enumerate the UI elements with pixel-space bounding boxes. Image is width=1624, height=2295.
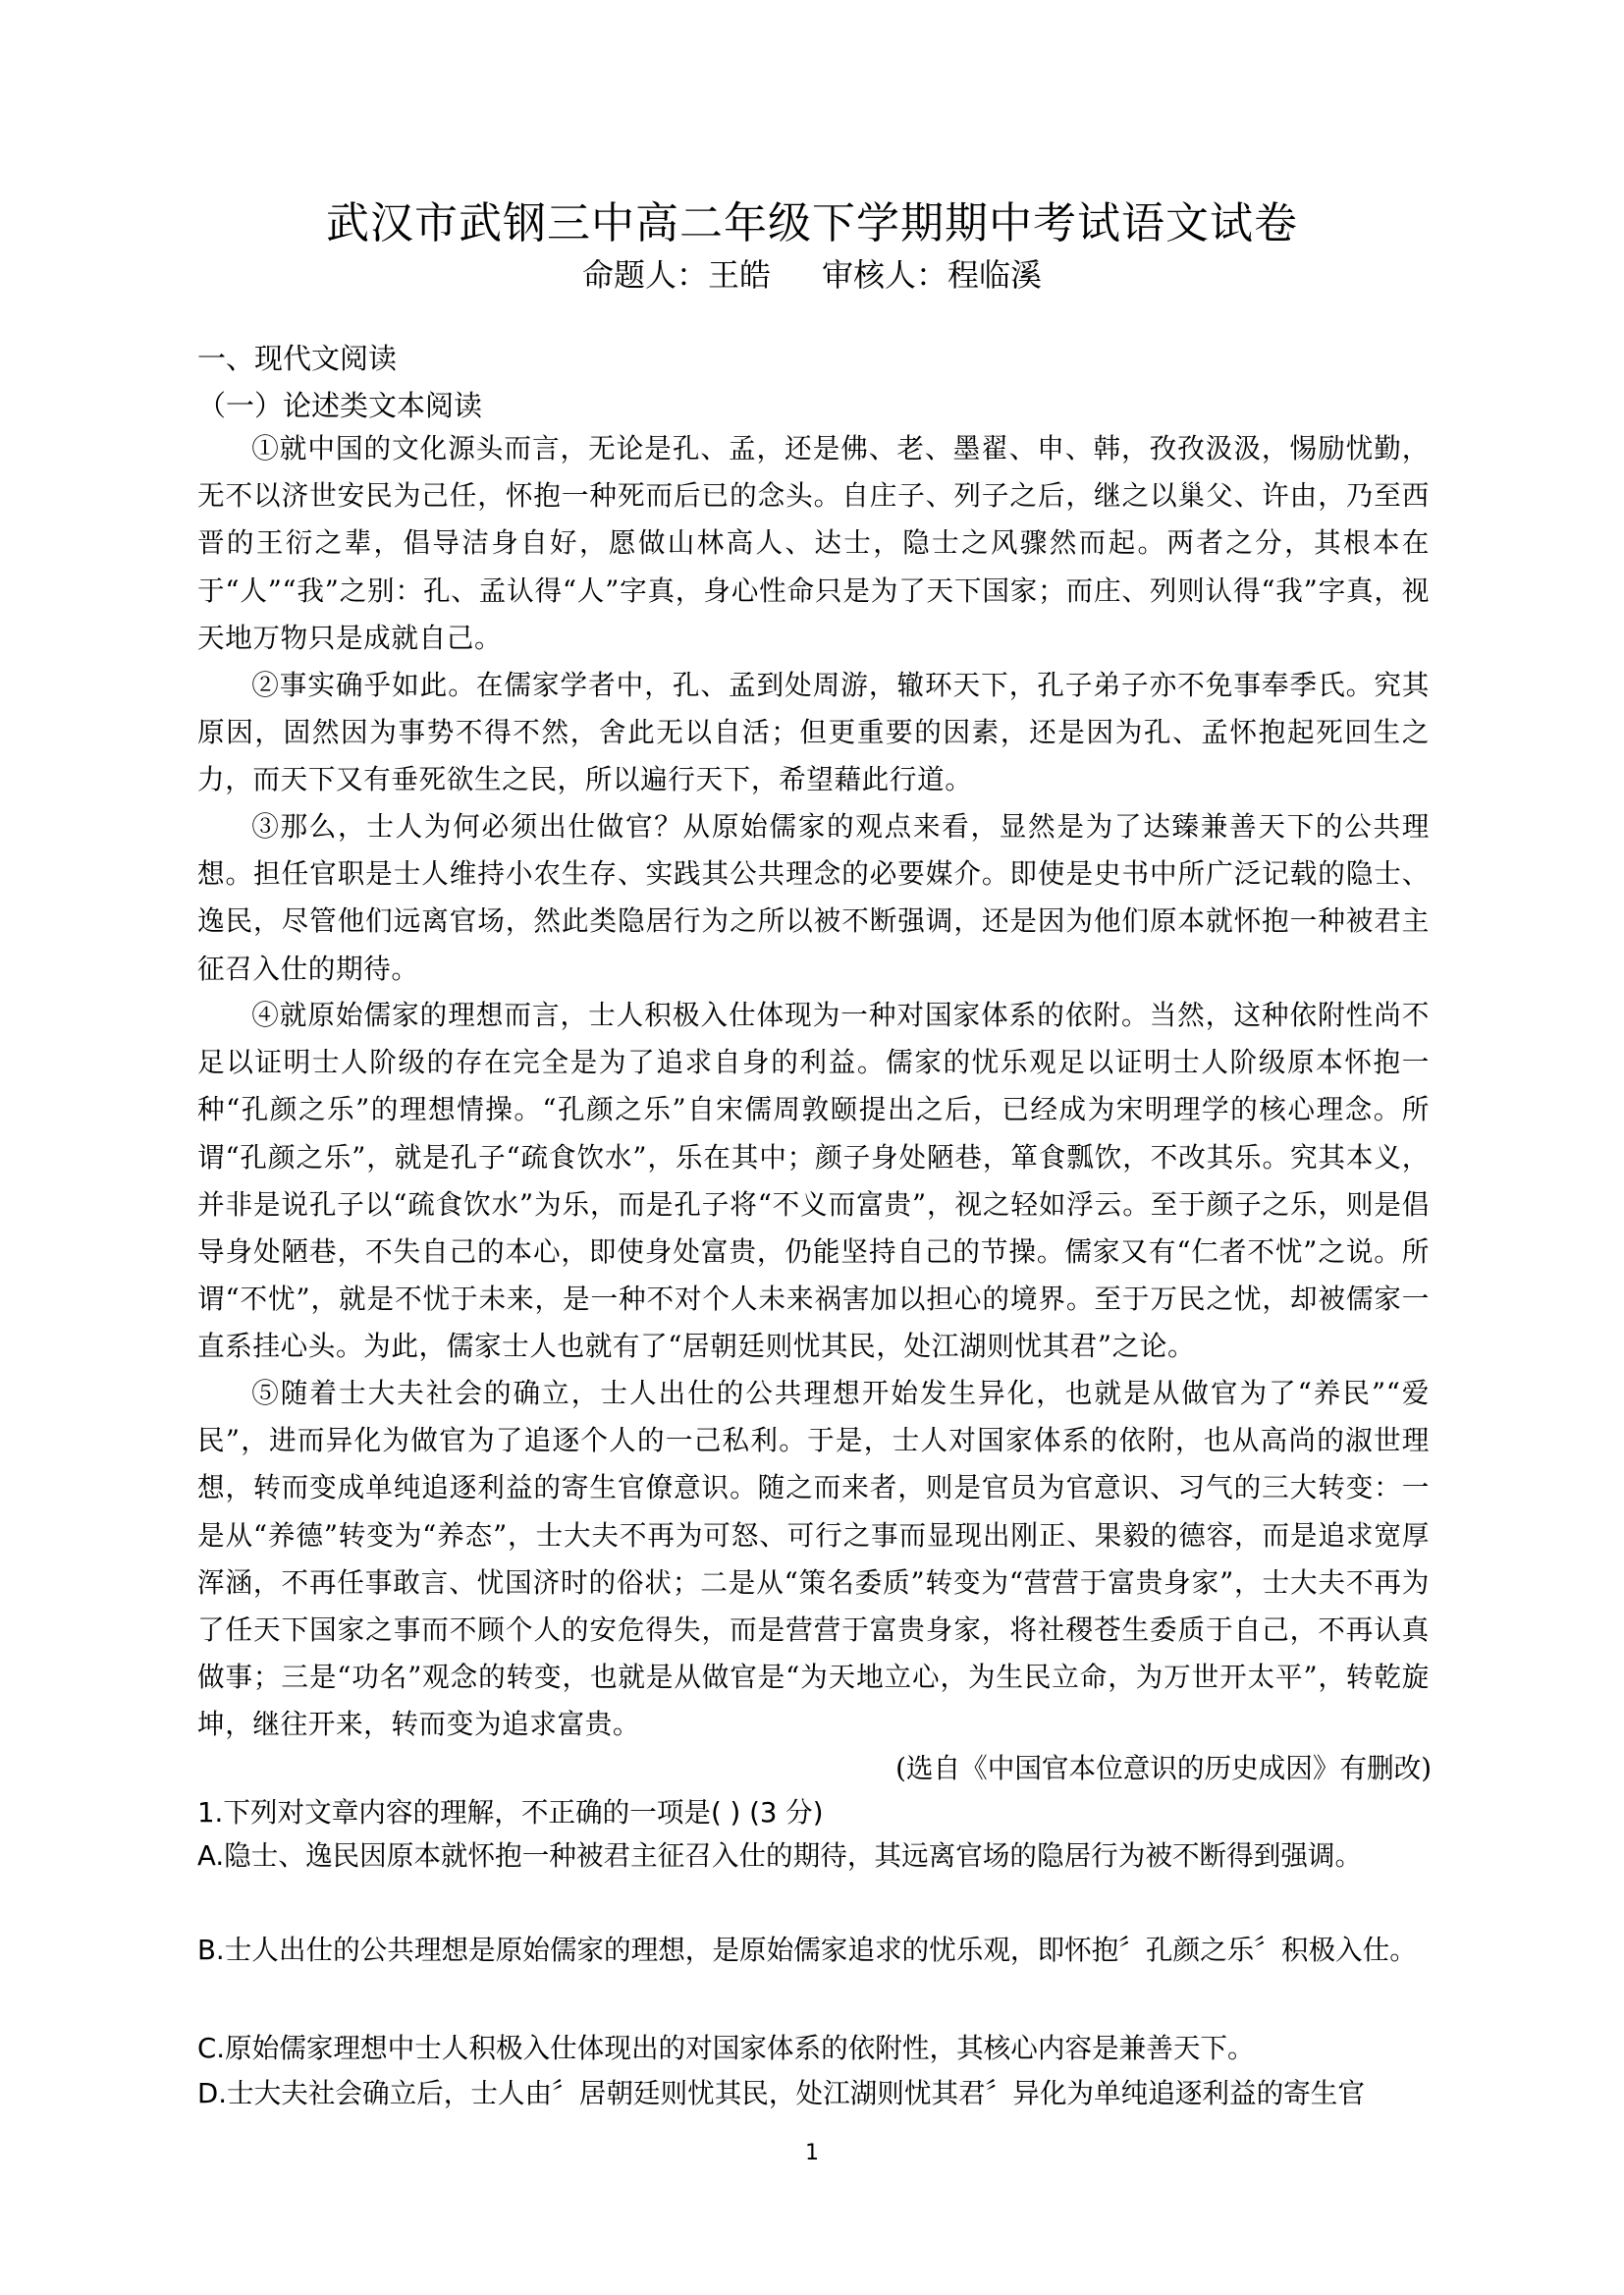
question-1-stem: 1.下列对文章内容的理解，不正确的一项是( ) (3 分) bbox=[197, 1796, 824, 1829]
exam-credits bbox=[0, 253, 1624, 297]
passage-paragraph-2: ②事实确乎如此。在儒家学者中，孔、孟到处周游，辙环天下，孔子弟子亦不免事奉季氏。究其原因，固然因为事势不得不然，舍此无以自活；但更重要的因素，还是因为孔、孟怀抱起死回生之力，而天下又有垂死欲生之民，所以遍行天下，希望藉此行道。 bbox=[197, 669, 1430, 796]
passage-source: (选自《中国官本位意识的历史成因》有删改) bbox=[895, 1752, 1432, 1784]
exam-title: 武汉市武钢三中高二年级下学期期中考试语文试卷 bbox=[326, 198, 1298, 248]
question-1-option-c: C.原始儒家理想中士人积极入仕体现出的对国家体系的依附性，其核心内容是兼善天下。 bbox=[197, 2032, 1255, 2064]
page-number: 1 bbox=[805, 2141, 819, 2165]
section-subheading: （一）论述类文本阅读 bbox=[197, 389, 483, 422]
passage-paragraph-3: ③那么，士人为何必须出仕做官？从原始儒家的观点来看，显然是为了达臻兼善天下的公共理想。担任官职是士人维持小农生存、实践其公共理念的必要媒介。即使是史书中所广泛记载的隐士、逸民，尽管他们远离官场，然此类隐居行为之所以被不断强调，还是因为他们原本就怀抱一种被君主征召入仕的期待。 bbox=[197, 810, 1430, 985]
question-setter: 命题人：王皓 bbox=[581, 256, 771, 294]
question-1-option-d: D.士大夫社会确立后，士人由〞居朝廷则忧其民，处江湖则忧其君〞异化为单纯追逐利益的寄生官 bbox=[197, 2077, 1365, 2109]
question-1-option-a: A.隐士、逸民因原本就怀抱一种被君主征召入仕的期待，其远离官场的隐居行为被不断得到强调。 bbox=[197, 1839, 1363, 1872]
reviewer: 审核人：程临溪 bbox=[822, 256, 1043, 294]
question-1-option-b: B.士人出仕的公共理想是原始儒家的理想，是原始儒家追求的忧乐观，即怀抱〞孔颜之乐〞积极入仕。 bbox=[197, 1934, 1417, 1966]
passage-paragraph-4: ④就原始儒家的理想而言，士人积极入仕体现为一种对国家体系的依附。当然，这种依附性尚不足以证明士人阶级的存在完全是为了追求自身的利益。儒家的忧乐观足以证明士人阶级原本怀抱一种“孔颜之乐”的理想情操。“孔颜之乐”自宋儒周敦颐提出之后，已经成为宋明理学的核心理念。所谓“孔颜之乐”，就是孔子“疏食饮水”，乐在其中；颜子身处陋巷，箪食瓢饮，不改其乐。究其本义，并非是说孔子以“疏食饮水”为乐，而是孔子将“不义而富贵”，视之轻如浮云。至于颜子之乐，则是倡导身处陋巷，不失自己的本心，即使身处富贵，仍能坚持自己的节操。儒家又有“仁者不忧”之说。所谓“不忧”，就是不忧于未来，是一种不对个人未来祸害加以担心的境界。至于万民之忧，却被儒家一直系挂心头。为此，儒家士人也就有了“居朝廷则忧其民，处江湖则忧其君”之论。 bbox=[197, 999, 1430, 1363]
passage-paragraph-5: ⑤随着士大夫社会的确立，士人出仕的公共理想开始发生异化，也就是从做官为了“养民”“爱民”，进而异化为做官为了追逐个人的一己私利。于是，士人对国家体系的依附，也从高尚的淑世理想，转而变成单纯追逐利益的寄生官僚意识。随之而来者，则是官员为官意识、习气的三大转变：一是从“养德”转变为“养态”，士大夫不再为可怒、可行之事而显现出刚正、果毅的德容，而是追求宽厚浑涵，不再任事敢言、忧国济时的俗状；二是从“策名委质”转变为“营营于富贵身家”，士大夫不再为了任天下国家之事而不顾个人的安危得失，而是营营于富贵身家，将社稷苍生委质于自己，不再认真做事；三是“功名”观念的转变，也就是从做官是“为天地立心，为生民立命，为万世开太平”，转乾旋坤，继往开来，转而变为追求富贵。 bbox=[197, 1377, 1430, 1741]
passage-paragraph-1: ①就中国的文化源头而言，无论是孔、孟，还是佛、老、墨翟、申、韩，孜孜汲汲，惕励忧勤，无不以济世安民为己任，怀抱一种死而后已的念头。自庄子、列子之后，继之以巢父、许由，乃至西晋的王衍之辈，倡导洁身自好，愿做山林高人、达士，隐士之风骤然而起。两者之分，其根本在于“人”“我”之别：孔、孟认得“人”字真，身心性命只是为了天下国家；而庄、列则认得“我”字真，视天地万物只是成就自己。 bbox=[197, 432, 1430, 654]
section-heading: 一、现代文阅读 bbox=[197, 342, 398, 375]
